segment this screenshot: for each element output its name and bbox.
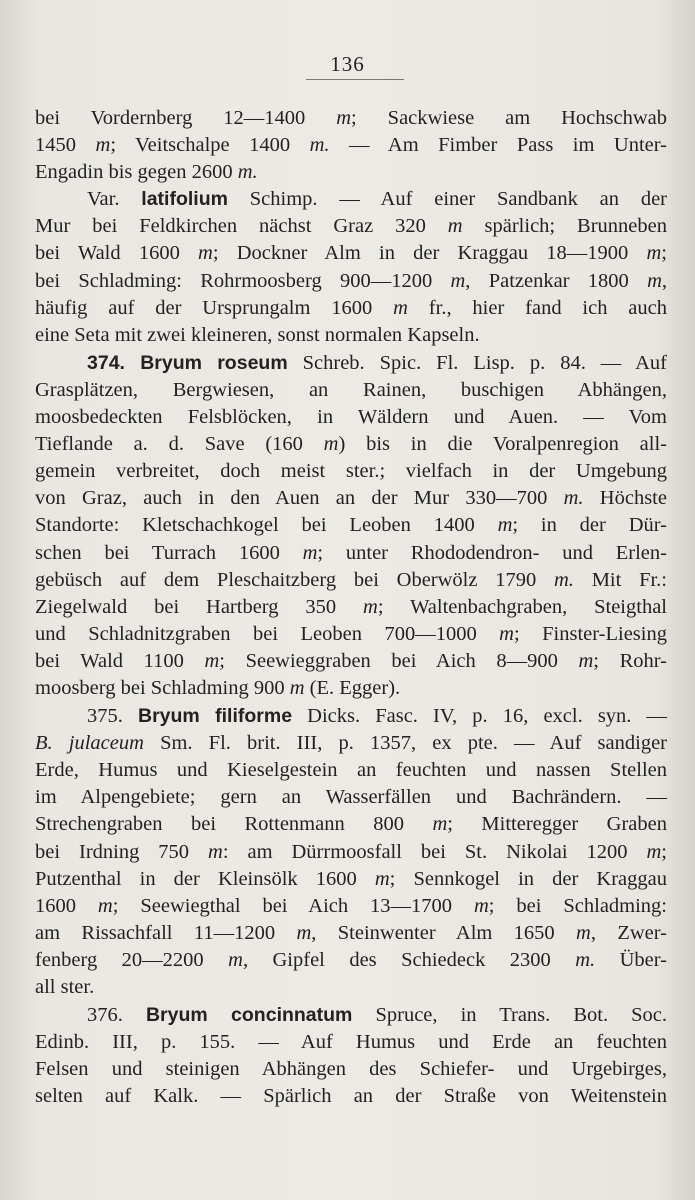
italic-text: m	[576, 921, 591, 944]
page-number: 136	[330, 52, 365, 76]
text-line	[35, 213, 667, 240]
text-line	[35, 621, 667, 648]
text-line	[35, 1083, 667, 1110]
text-segment: fenberg 20—2200	[35, 948, 229, 971]
text-line	[35, 784, 667, 811]
text-segment: Über-	[595, 948, 667, 971]
italic-text: m	[646, 242, 662, 265]
text-segment: Edinb. III, p. 155. — Auf Humus und Erde an feuchten	[35, 1031, 667, 1054]
text-segment: Engadin bis gegen 2600	[35, 161, 238, 184]
italic-text: m	[95, 134, 111, 157]
text-line	[35, 268, 667, 295]
text-segment: ; Waltenbachgraben, Steigthal	[377, 595, 667, 618]
text-segment: , Steinwenter Alm 1650	[311, 921, 577, 944]
text-segment: ; Veitschalpe 1400	[110, 134, 310, 157]
text-segment: ;	[661, 242, 667, 265]
text-line	[35, 866, 667, 893]
text-line	[35, 675, 667, 702]
text-line	[35, 1056, 667, 1083]
text-line	[35, 757, 667, 784]
text-line	[35, 703, 667, 730]
italic-text: m	[473, 894, 489, 917]
text-segment: eine Seta mit zwei kleineren, sonst normalen Kapseln.	[35, 323, 480, 346]
text-line	[35, 811, 667, 838]
text-line	[35, 839, 667, 866]
text-line	[35, 567, 667, 594]
text-segment: Strechengraben bei Rottenmann 800	[35, 813, 433, 836]
text-segment: Dicks. Fasc. IV, p. 16, excl. syn. —	[292, 705, 668, 728]
text-segment: bei Irdning 750	[35, 840, 209, 863]
text-segment: : am Dürrmoosfall bei St. Nikolai 1200	[222, 840, 647, 863]
text-segment: Var.	[87, 188, 142, 211]
text-segment: moosberg bei Schladming 900	[35, 676, 290, 699]
text-segment: fr., hier fand ich auch	[407, 296, 667, 319]
text-line	[35, 186, 667, 213]
text-segment: am Rissachfall 11—1200	[35, 921, 297, 944]
text-segment: ,	[661, 269, 667, 292]
text-line	[35, 1002, 667, 1029]
text-segment: ; Sackwiese am Hochschwab	[351, 107, 667, 129]
italic-text: m	[204, 649, 220, 672]
text-segment: von Graz, auch in den Auen an der Mur 330—700	[35, 487, 564, 510]
species-name: 374. Bryum roseum	[87, 351, 288, 374]
text-segment: häufig auf der Ursprungalm 1600	[35, 296, 394, 319]
text-segment: ; Finster-Liesing	[513, 622, 667, 645]
text-line	[35, 240, 667, 267]
text-line	[35, 105, 667, 132]
text-segment: ;	[661, 840, 667, 863]
italic-text: m	[363, 595, 378, 618]
text-segment: Spruce, in Trans. Bot. Soc.	[352, 1004, 668, 1027]
text-segment: (E. Egger).	[304, 676, 401, 699]
italic-text: m.	[563, 487, 584, 510]
italic-text: m	[289, 676, 305, 699]
italic-text: m	[97, 894, 113, 917]
text-segment: , Gipfel des Schiedeck 2300	[242, 948, 576, 971]
italic-text: m	[578, 649, 594, 672]
text-segment: Höchste	[583, 487, 667, 510]
text-segment: Felsen und steinigen Abhängen des Schiefer- und Urgebirges,	[35, 1058, 667, 1081]
italic-text: m	[228, 948, 243, 971]
text-segment: schen bei Turrach 1600	[35, 541, 303, 564]
text-segment: Sm. Fl. brit. III, p. 1357, ex pte. — Auf sandiger	[143, 732, 668, 755]
text-line	[35, 132, 667, 159]
italic-text: m.	[554, 568, 574, 591]
text-segment: ; Mitteregger Graben	[447, 813, 668, 836]
italic-text: m	[647, 269, 662, 292]
text-line	[35, 458, 667, 485]
text-line	[35, 947, 667, 974]
text-segment: bei Schladming: Rohrmoosberg 900—1200	[35, 269, 451, 292]
text-segment: moosbedeckten Felsblöcken, in Wäldern und Auen. — Vom	[35, 406, 667, 429]
text-segment: und Schladnitzgraben bei Leoben 700—1000	[35, 622, 500, 645]
text-segment: selten auf Kalk. — Spärlich an der Straße von Weitenstein	[35, 1085, 667, 1108]
text-line	[35, 485, 667, 512]
species-name: Bryum filiforme	[137, 705, 293, 728]
text-line	[35, 350, 667, 377]
text-segment: bei Vordernberg 12—1400	[35, 107, 337, 129]
italic-text: m	[499, 622, 514, 645]
text-segment: Mur bei Feldkirchen nächst Graz 320	[35, 215, 448, 238]
italic-text: m	[296, 921, 312, 944]
text-line	[35, 974, 667, 1001]
text-segment: gemein verbreitet, doch meist ster.; vielfach in der Umgebung	[35, 460, 667, 483]
species-name: latifolium	[141, 188, 228, 211]
italic-text: m	[450, 269, 466, 292]
text-segment: ; bei Schladming:	[488, 894, 668, 917]
text-segment: ; Sennkogel in der Kraggau	[389, 867, 667, 890]
italic-text: B. julaceum	[35, 732, 144, 755]
text-line	[35, 377, 667, 404]
text-segment: im Alpengebiete; gern an Wasserfällen und Bachrändern. —	[35, 786, 667, 809]
text-line	[35, 159, 667, 186]
text-line	[35, 512, 667, 539]
text-segment: 376.	[87, 1004, 146, 1027]
text-segment: — Am Fimber Pass im Unter-	[329, 134, 668, 157]
italic-text: m	[323, 433, 339, 456]
text-segment: Tieflande a. d. Save (160	[35, 433, 324, 456]
text-segment: Ziegelwald bei Hartberg 350	[35, 595, 364, 618]
text-segment: Schimp. — Auf einer Sandbank an der	[227, 188, 668, 211]
text-segment: ) bis in die Voralpenregion all-	[338, 433, 667, 456]
italic-text: m.	[309, 134, 330, 157]
text-line	[35, 295, 667, 322]
text-segment: Mit Fr.:	[573, 568, 667, 591]
text-segment: ; Seewieggraben bei Aich 8—900	[219, 649, 579, 672]
text-segment: Schreb. Spic. Fl. Lisp. p. 84. — Auf	[287, 351, 667, 374]
italic-text: m	[393, 296, 408, 319]
text-segment: Putzenthal in der Kleinsölk 1600	[35, 867, 375, 890]
text-line	[35, 648, 667, 675]
text-segment: gebüsch auf dem Pleschaitzberg bei Oberwölz 1790	[35, 568, 554, 591]
text-line	[35, 404, 667, 431]
text-segment: Standorte: Kletschachkogel bei Leoben 1400	[35, 514, 498, 537]
text-segment: 375.	[87, 705, 138, 728]
text-segment: ; in der Dür-	[512, 514, 667, 537]
italic-text: m	[198, 242, 213, 265]
italic-text: m.	[237, 161, 258, 184]
italic-text: m	[432, 813, 448, 836]
text-segment: Erde, Humus und Kieselgestein an feuchten und nassen Stellen	[35, 759, 667, 782]
text-segment: Grasplätzen, Bergwiesen, an Rainen, buschigen Abhängen,	[35, 378, 667, 401]
text-segment: 1600	[35, 894, 98, 917]
text-line	[35, 730, 667, 757]
text-line	[35, 431, 667, 458]
body-text	[35, 105, 667, 1110]
text-line	[35, 322, 667, 349]
italic-text: m	[208, 840, 223, 863]
text-segment: ; unter Rhododendron- und Erlen-	[317, 541, 667, 564]
text-segment: ; Dockner Alm in der Kraggau 18—1900	[212, 242, 647, 265]
text-line	[35, 1029, 667, 1056]
italic-text: m	[336, 107, 352, 129]
italic-text: m	[302, 541, 318, 564]
italic-text: m	[374, 867, 390, 890]
text-segment: ; Rohr-	[593, 649, 667, 672]
text-line	[35, 893, 667, 920]
text-segment: 1450	[35, 134, 96, 157]
text-segment: , Zwer-	[590, 921, 668, 944]
header-rule	[306, 79, 404, 80]
text-segment: , Patzenkar 1800	[465, 269, 648, 292]
text-segment: ; Seewiegthal bei Aich 13—1700	[112, 894, 474, 917]
text-segment: all ster.	[35, 976, 95, 998]
italic-text: m.	[575, 948, 596, 971]
italic-text: m	[646, 840, 662, 863]
italic-text: m	[447, 215, 463, 238]
italic-text: m	[497, 514, 513, 537]
text-segment: bei Wald 1100	[35, 649, 205, 672]
text-line	[35, 920, 667, 947]
text-segment: spärlich; Brunneben	[462, 215, 667, 238]
text-line	[35, 594, 667, 621]
text-segment: bei Wald 1600	[35, 242, 199, 265]
species-name: Bryum concinnatum	[145, 1004, 353, 1027]
text-line	[35, 540, 667, 567]
